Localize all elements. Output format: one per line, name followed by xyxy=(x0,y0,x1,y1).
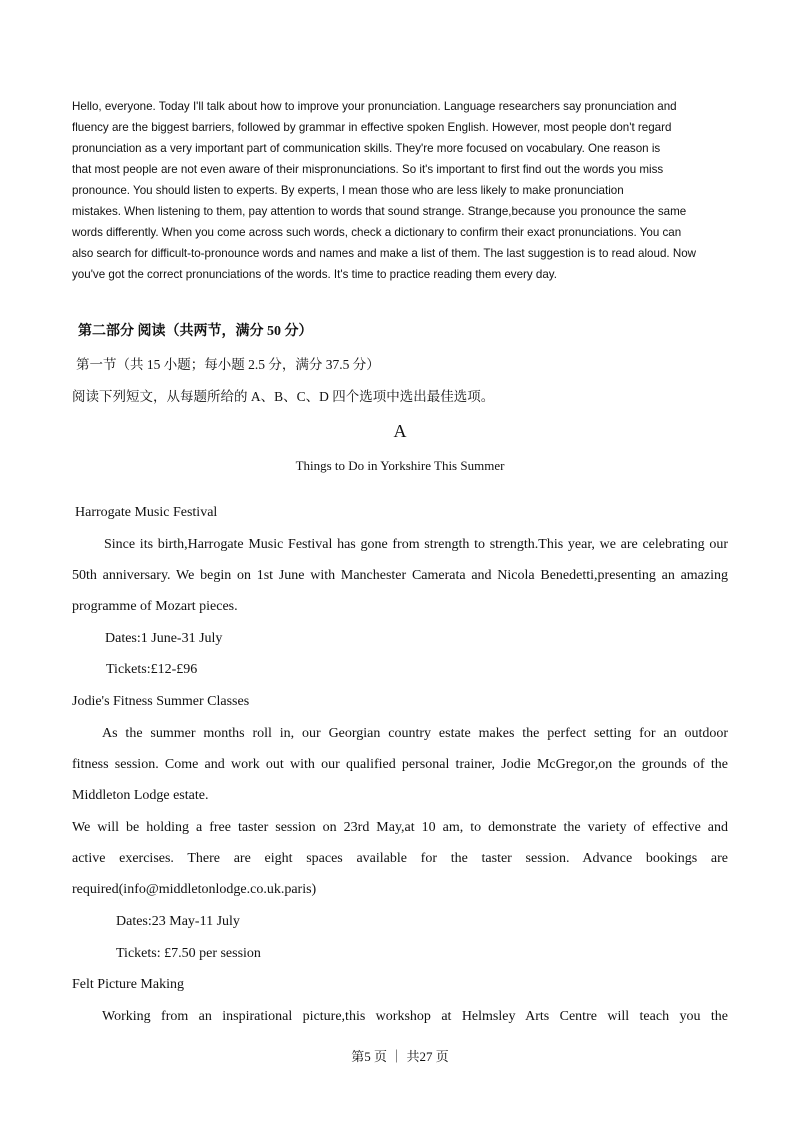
event-paragraph-line: Middleton Lodge estate. xyxy=(72,788,209,803)
passage-title: Things to Do in Yorkshire This Summer xyxy=(295,458,505,473)
event-dates: Dates:23 May-11 July xyxy=(116,914,240,929)
section-title: 第二部分 阅读（共两节，满分 50 分） xyxy=(78,324,313,339)
transcript-line: mistakes. When listening to them, pay attention to words that sound strange. Strange,because you pronounce the same xyxy=(72,205,687,218)
passage-letter: A xyxy=(393,421,407,441)
transcript-line: fluency are the biggest barriers, followed by grammar in effective spoken English. However, most people don't regard xyxy=(72,121,672,134)
subsection-title: 第一节（共 15 小题；每小题 2.5 分，满分 37.5 分） xyxy=(76,357,380,372)
listening-transcript xyxy=(72,96,732,285)
event-paragraph-line: active exercises. There are eight spaces available for the taster session. Advance bookings are xyxy=(72,851,728,866)
transcript-line: you've got the correct pronunciations of the words. It's time to practice reading them every day. xyxy=(72,268,557,281)
transcript-line: pronounce. You should listen to experts. By experts, I mean those who are less likely to make pronunciation xyxy=(72,184,624,197)
event-paragraph-line: programme of Mozart pieces. xyxy=(72,599,238,614)
transcript-line: words differently. When you come across such words, check a dictionary to confirm their exact pronunciations. You can xyxy=(72,226,682,239)
event-paragraph-line: As the summer months roll in, our Georgian country estate makes the perfect setting for an outdoor xyxy=(102,726,728,741)
transcript-line: Hello, everyone. Today I'll talk about how to improve your pronunciation. Language researchers say pronunciation and xyxy=(72,100,677,113)
event-heading: Harrogate Music Festival xyxy=(75,505,218,520)
instructions: 阅读下列短文，从每题所给的 A、B、C、D 四个选项中选出最佳选项。 xyxy=(72,389,495,404)
event-paragraph-line: Since its birth,Harrogate Music Festival has gone from strength to strength.This year, we are celebrating our xyxy=(104,537,728,552)
transcript-line: pronunciation as a very important part of communication skills. They're more focused on vocabulary. One reason is xyxy=(72,142,661,155)
event-paragraph-line: required(info@middletonlodge.co.uk.paris) xyxy=(72,882,317,897)
event-paragraph-line: Working from an inspirational picture,this workshop at Helmsley Arts Centre will teach you the xyxy=(102,1009,728,1024)
event-paragraph-line: 50th anniversary. We begin on 1st June with Manchester Camerata and Nicola Benedetti,presenting an amazing xyxy=(72,568,728,583)
event-paragraph-line: fitness session. Come and work out with our qualified personal trainer, Jodie McGregor,on the grounds of the xyxy=(72,757,728,772)
event-tickets: Tickets:£12-£96 xyxy=(106,662,198,677)
event-tickets: Tickets: £7.50 per session xyxy=(116,946,261,961)
event-paragraph-line: We will be holding a free taster session on 23rd May,at 10 am, to demonstrate the variety of effective and xyxy=(72,820,728,835)
page-footer: 第5 页 ｜ 共27 页 xyxy=(351,1049,449,1064)
transcript-line: also search for difficult-to-pronounce words and names and make a list of them. The last suggestion is to read aloud. Now xyxy=(72,247,697,260)
event-heading: Felt Picture Making xyxy=(72,977,184,992)
event-dates: Dates:1 June-31 July xyxy=(105,631,223,646)
transcript-line: that most people are not even aware of their mispronunciations. So it's important to first find out the words you miss xyxy=(72,163,664,176)
event-heading: Jodie's Fitness Summer Classes xyxy=(72,694,250,709)
